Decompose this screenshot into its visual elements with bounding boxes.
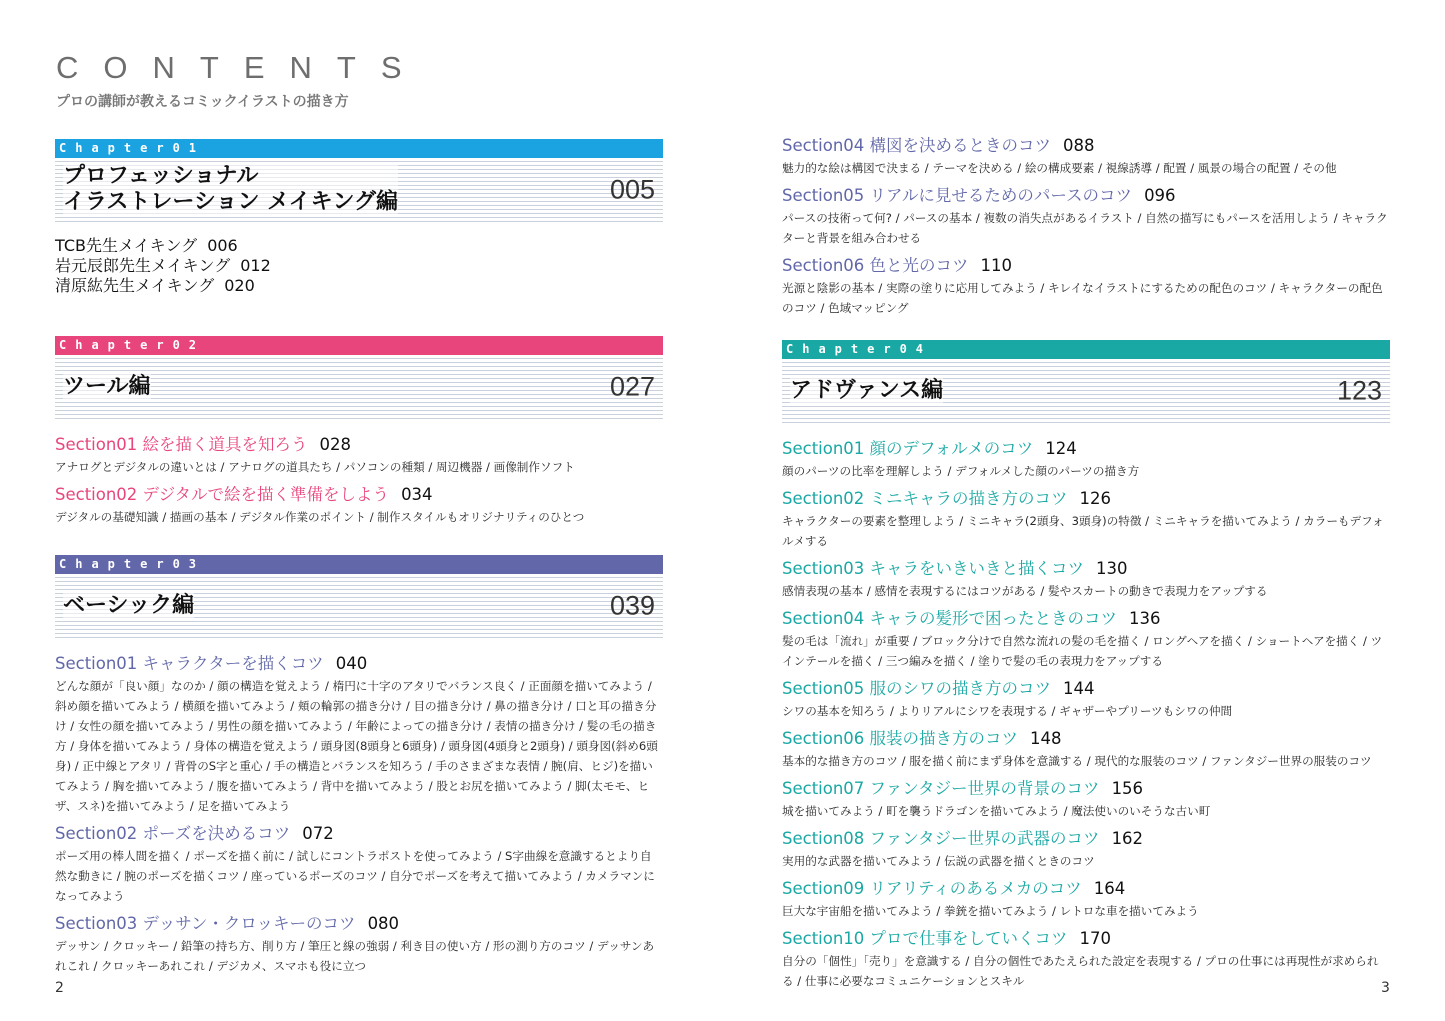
section-description: パースの技術って何? / パースの基本 / 複数の消失点があるイラスト / 自然の描写にもパースを活用しよう / キャラクターと背景を組み合わせる bbox=[782, 211, 1388, 245]
section-description: どんな顔が「良い顔」なのか / 顔の構造を覚えよう / 楕円に十字のアタリでバランス良く / 正面顔を描いてみよう / 斜め顔を描いてみよう / 横顔を描いてみよう / 頬の輪郭の描き分け / 目の描き分け / 鼻の描き分け / 口と耳の描き分け / 女性の顔を描いてみよう / 男性の顔を描いてみよう / 年齢によっての描き分け / 表情の描き分け / 髪の毛の描き方 / 身体を描いてみよう / 身体の構造を覚えよう / 頭身図(8頭身と6頭身) / 頭身図(4頭身と2頭身) / 頭身図(斜め6頭身) / 正中線とアタリ / 背骨のS字と重心 / 手の構造とバランスを知ろう / 手のさまざまな表情 / 腕(肩、ヒジ)を描いてみよう / 胸を描いてみよう / 腹を描いてみよう / 背中を描いてみよう / 股とお尻を描いてみよう / 脚(太モモ、ヒザ、スネ)を描いてみよう / 足を描いてみよう bbox=[55, 679, 658, 813]
toc-section bbox=[782, 727, 1390, 771]
section-title: Section07 ファンタジー世界の背景のコツ bbox=[782, 779, 1100, 798]
section-heading bbox=[782, 487, 1390, 511]
section-heading bbox=[782, 727, 1390, 751]
section-title: Section05 リアルに見せるためのパースのコツ bbox=[782, 186, 1133, 205]
right-column-continued bbox=[782, 134, 1390, 324]
section-heading bbox=[782, 184, 1390, 208]
section-description: デジタルの基礎知識 / 描画の基本 / デジタル作業のポイント / 制作スタイルもオリジナリティのひとつ bbox=[55, 510, 585, 524]
section-description: 髪の毛は「流れ」が重要 / ブロック分けで自然な流れの髪の毛を描く / ロングヘアを描く / ショートヘアを描く / ツインテールを描く / 三つ編みを描く / 塗りで髪の毛の表現力をアップする bbox=[782, 634, 1383, 668]
section-heading bbox=[782, 557, 1390, 581]
section-description: ポーズ用の棒人間を描く / ポーズを描く前に / 試しにコントラポストを使ってみよう / S字曲線を意識するとより自然な動きに / 腕のポーズを描くコツ / 座っているポーズのコツ / 自分でポーズを考えて描いてみよう / カメラマンになってみよう bbox=[55, 849, 655, 903]
right-column bbox=[782, 340, 1390, 1009]
toc-section bbox=[782, 254, 1390, 318]
chapter-title bbox=[790, 378, 943, 404]
section-page-number: 096 bbox=[1144, 186, 1176, 205]
lesson-entry bbox=[55, 256, 663, 276]
section-heading bbox=[782, 777, 1390, 801]
section-description: 実用的な武器を描いてみよう / 伝説の武器を描くときのコツ bbox=[782, 854, 1095, 868]
section-page-number: 028 bbox=[319, 435, 352, 454]
chapter-page-number: 027 bbox=[609, 371, 655, 402]
section-title: Section04 キャラの髪形で困ったときのコツ bbox=[782, 609, 1118, 628]
section-title: Section03 デッサン・クロッキーのコツ bbox=[55, 914, 356, 933]
section-page-number: 170 bbox=[1079, 929, 1112, 948]
toc-section bbox=[55, 483, 663, 527]
section-page-number: 136 bbox=[1129, 609, 1161, 628]
section-page-number: 080 bbox=[367, 914, 400, 933]
section-heading bbox=[55, 483, 663, 507]
section-heading bbox=[782, 607, 1390, 631]
section-heading bbox=[55, 912, 663, 936]
chapter-block bbox=[55, 139, 663, 296]
section-heading bbox=[782, 927, 1390, 951]
chapter-page-number: 039 bbox=[609, 590, 655, 621]
toc-section bbox=[782, 607, 1390, 671]
section-title: Section06 色と光のコツ bbox=[782, 256, 969, 275]
page-title: CONTENTS bbox=[56, 50, 427, 85]
section-title: Section10 プロで仕事をしていくコツ bbox=[782, 929, 1068, 948]
toc-section bbox=[782, 777, 1390, 821]
chapter-contents bbox=[55, 638, 663, 976]
lesson-page-number: 020 bbox=[224, 276, 255, 295]
section-description: 自分の「個性」「売り」を意識する / 自分の個性であたえられた設定を表現する / プロの仕事には再現性が求められる / 仕事に必要なコミュニケーションとスキル bbox=[782, 954, 1379, 988]
section-page-number: 164 bbox=[1093, 879, 1126, 898]
toc-section bbox=[55, 912, 663, 976]
section-description: 城を描いてみよう / 町を襲うドラゴンを描いてみよう / 魔法使いのいそうな古い町 bbox=[782, 804, 1211, 818]
chapter-title bbox=[63, 374, 151, 400]
section-heading bbox=[55, 433, 663, 457]
section-description: シワの基本を知ろう / よりリアルにシワを表現する / ギャザーやプリーツもシワの仲間 bbox=[782, 704, 1233, 718]
section-heading bbox=[782, 134, 1390, 158]
chapter-contents bbox=[55, 419, 663, 527]
toc-section bbox=[782, 437, 1390, 481]
chapter-contents bbox=[782, 423, 1390, 991]
chapter-contents bbox=[55, 222, 663, 296]
page-subtitle: プロの講師が教えるコミックイラストの描き方 bbox=[56, 94, 349, 110]
toc-section bbox=[782, 677, 1390, 721]
section-heading bbox=[782, 254, 1390, 278]
chapter-title-line: イラストレーション メイキング編 bbox=[63, 190, 399, 215]
toc-section bbox=[782, 557, 1390, 601]
section-description: 顔のパーツの比率を理解しよう / デフォルメした顔のパーツの描き方 bbox=[782, 464, 1140, 478]
chapter-title-line: アドヴァンス編 bbox=[790, 377, 944, 403]
section-heading bbox=[782, 827, 1390, 851]
lesson-title: TCB先生メイキング bbox=[55, 236, 198, 255]
chapter-label-bar: Chapter04 bbox=[782, 340, 1390, 359]
section-title: Section02 デジタルで絵を描く準備をしよう bbox=[55, 485, 390, 504]
lesson-page-number: 012 bbox=[240, 256, 271, 275]
lesson-entry bbox=[55, 236, 663, 256]
section-title: Section08 ファンタジー世界の武器のコツ bbox=[782, 829, 1100, 848]
chapter-title bbox=[63, 593, 194, 619]
lesson-entry bbox=[55, 276, 663, 296]
lesson-page-number: 006 bbox=[207, 236, 238, 255]
chapter-header bbox=[55, 574, 663, 638]
toc-section bbox=[782, 487, 1390, 551]
chapter-page-number: 005 bbox=[609, 174, 655, 205]
toc-section bbox=[55, 652, 663, 816]
section-description: 感情表現の基本 / 感情を表現するにはコツがある / 髪やスカートの動きで表現力をアップする bbox=[782, 584, 1268, 598]
chapter-block bbox=[782, 340, 1390, 991]
section-page-number: 040 bbox=[335, 654, 368, 673]
section-description: 巨大な宇宙船を描いてみよう / 拳銃を描いてみよう / レトロな車を描いてみよう bbox=[782, 904, 1199, 918]
toc-section bbox=[55, 822, 663, 906]
section-title: Section01 絵を描く道具を知ろう bbox=[55, 435, 308, 454]
section-description: 魅力的な絵は構図で決まる / テーマを決める / 絵の構成要素 / 視線誘導 / 配置 / 風景の場合の配置 / その他 bbox=[782, 161, 1337, 175]
toc-section bbox=[782, 134, 1390, 178]
lesson-title: 岩元辰郎先生メイキング bbox=[55, 256, 231, 275]
toc-section bbox=[782, 927, 1390, 991]
toc-section bbox=[55, 433, 663, 477]
section-heading bbox=[55, 652, 663, 676]
toc-section bbox=[782, 184, 1390, 248]
section-title: Section06 服装の描き方のコツ bbox=[782, 729, 1019, 748]
section-title: Section05 服のシワの描き方のコツ bbox=[782, 679, 1052, 698]
section-description: 光源と陰影の基本 / 実際の塗りに応用してみよう / キレイなイラストにするための配色のコツ / キャラクターの配色のコツ / 色域マッピング bbox=[782, 281, 1383, 315]
section-description: キャラクターの要素を整理しよう / ミニキャラ(2頭身、3頭身)の特徴 / ミニキャラを描いてみよう / カラーもデフォルメする bbox=[782, 514, 1384, 548]
chapter-title bbox=[63, 164, 398, 217]
toc-section bbox=[782, 877, 1390, 921]
section-title: Section02 ミニキャラの描き方のコツ bbox=[782, 489, 1068, 508]
chapter-block bbox=[55, 336, 663, 527]
section-title: Section01 キャラクターを描くコツ bbox=[55, 654, 324, 673]
chapter-header bbox=[55, 355, 663, 419]
section-heading bbox=[782, 877, 1390, 901]
section-page-number: 124 bbox=[1045, 439, 1077, 458]
section-title: Section03 キャラをいきいきと描くコツ bbox=[782, 559, 1085, 578]
section-page-number: 110 bbox=[980, 256, 1013, 275]
section-page-number: 072 bbox=[302, 824, 334, 843]
section-page-number: 156 bbox=[1111, 779, 1144, 798]
chapter-title-line: ベーシック編 bbox=[63, 592, 195, 618]
section-heading bbox=[782, 437, 1390, 461]
section-page-number: 144 bbox=[1063, 679, 1095, 698]
section-title: Section01 顔のデフォルメのコツ bbox=[782, 439, 1034, 458]
section-description: アナログとデジタルの違いとは / アナログの道具たち / パソコンの種類 / 周辺機器 / 画像制作ソフト bbox=[55, 460, 575, 474]
section-title: Section04 構図を決めるときのコツ bbox=[782, 136, 1052, 155]
left-page-number: 2 bbox=[55, 980, 64, 996]
section-title: Section09 リアリティのあるメカのコツ bbox=[782, 879, 1082, 898]
chapter-block bbox=[55, 555, 663, 976]
section-page-number: 034 bbox=[401, 485, 433, 504]
section-page-number: 088 bbox=[1063, 136, 1095, 155]
section-description: デッサン / クロッキー / 鉛筆の持ち方、削り方 / 筆圧と線の強弱 / 利き目の使い方 / 形の測り方のコツ / デッサンあれこれ / クロッキーあれこれ / デジカメ、スマホも役に立つ bbox=[55, 939, 655, 973]
section-description: 基本的な描き方のコツ / 服を描く前にまず身体を意識する / 現代的な服装のコツ / ファンタジー世界の服装のコツ bbox=[782, 754, 1372, 768]
section-heading bbox=[55, 822, 663, 846]
chapter-title-line: プロフェッショナル bbox=[63, 163, 259, 189]
chapter-header bbox=[55, 158, 663, 222]
chapter-label-bar: Chapter01 bbox=[55, 139, 663, 158]
section-heading bbox=[782, 677, 1390, 701]
chapter-page-number: 123 bbox=[1336, 375, 1382, 406]
right-page-number: 3 bbox=[1381, 980, 1390, 996]
chapter-title-line: ツール編 bbox=[63, 373, 151, 399]
chapter-header bbox=[782, 359, 1390, 423]
section-page-number: 130 bbox=[1096, 559, 1128, 578]
chapter-label-bar: Chapter03 bbox=[55, 555, 663, 574]
section-page-number: 126 bbox=[1079, 489, 1112, 508]
chapter-label-bar: Chapter02 bbox=[55, 336, 663, 355]
lesson-title: 清原紘先生メイキング bbox=[55, 276, 215, 295]
section-title: Section02 ポーズを決めるコツ bbox=[55, 824, 291, 843]
section-page-number: 162 bbox=[1111, 829, 1144, 848]
left-column bbox=[55, 139, 663, 994]
section-page-number: 148 bbox=[1030, 729, 1062, 748]
toc-section bbox=[782, 827, 1390, 871]
